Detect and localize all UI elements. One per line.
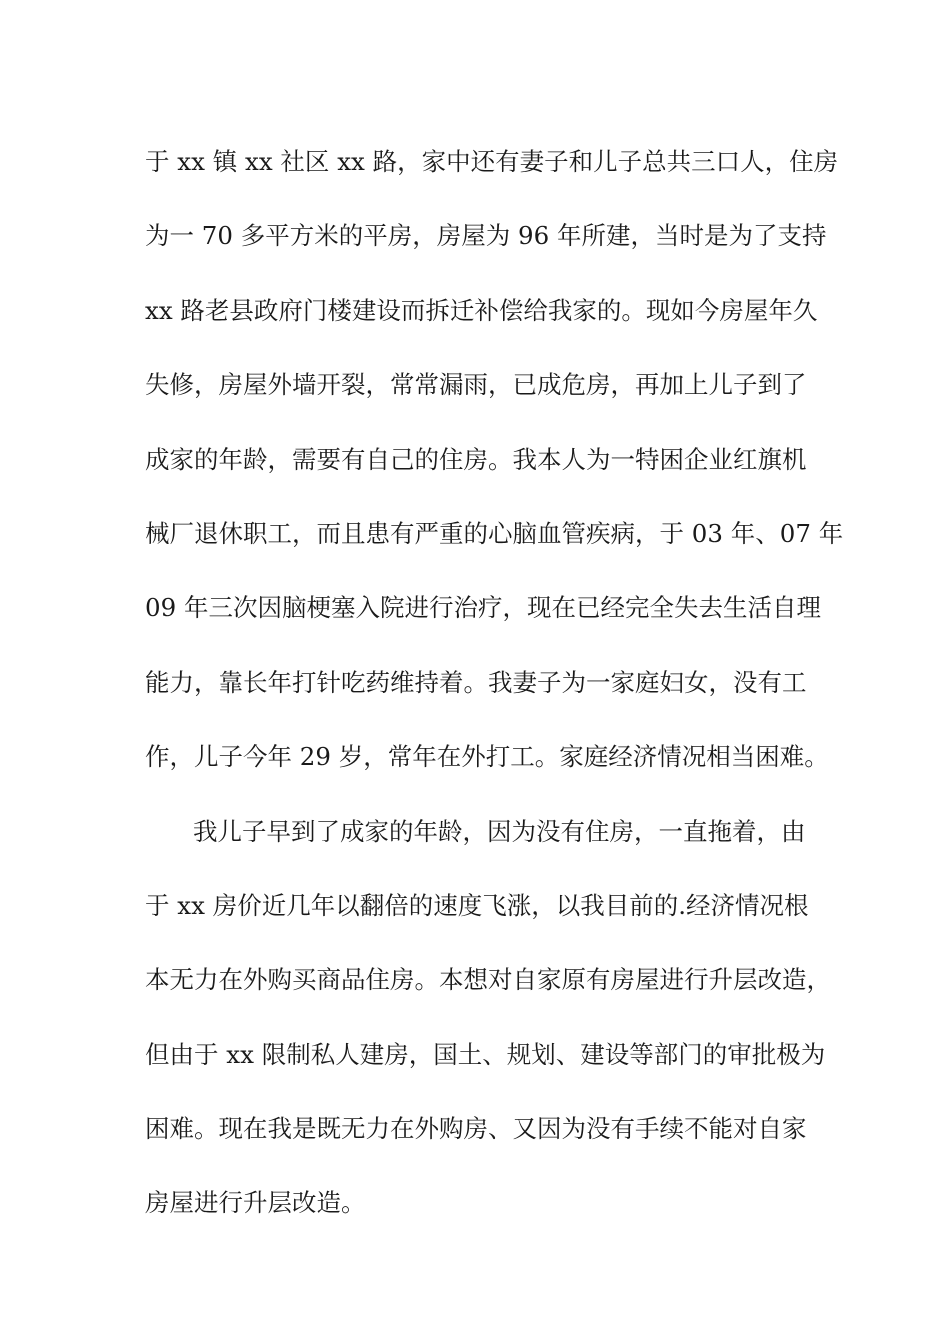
text-line: 09 年三次因脑梗塞入院进行治疗，现在已经完全失去生活自理 <box>145 593 821 623</box>
text-line: 作，儿子今年 29 岁，常年在外打工。家庭经济情况相当困难。 <box>145 742 829 772</box>
paragraph-start-line: 我儿子早到了成家的年龄，因为没有住房，一直拖着，由 <box>193 816 806 846</box>
text-line: 成家的年龄，需要有自己的住房。我本人为一特困企业红旗机 <box>145 444 807 474</box>
text-line: 能力，靠长年打针吃药维持着。我妻子为一家庭妇女，没有工 <box>145 667 807 697</box>
text-line: xx 路老县政府门楼建设而拆迁补偿给我家的。现如今房屋年久 <box>145 295 818 325</box>
text-line: 但由于 xx 限制私人建房，国土、规划、建设等部门的审批极为 <box>145 1039 826 1069</box>
text-line: 为一 70 多平方米的平房，房屋为 96 年所建，当时是为了支持 <box>145 221 827 251</box>
document-body <box>145 125 844 1241</box>
text-line: 本无力在外购买商品住房。本想对自家原有房屋进行升层改造， <box>145 965 831 995</box>
text-line: 失修，房屋外墙开裂，常常漏雨，已成危房，再加上儿子到了 <box>145 370 807 400</box>
text-line: 房屋进行升层改造。 <box>145 1188 366 1218</box>
text-line: 于 xx 房价近几年以翻倍的速度飞涨，以我目前的.经济情况根 <box>145 890 809 920</box>
text-line: 困难。现在我是既无力在外购房、又因为没有手续不能对自家 <box>145 1114 807 1144</box>
text-line: 于 xx 镇 xx 社区 xx 路，家中还有妻子和儿子总共三口人，住房 <box>145 147 839 176</box>
text-line: 械厂退休职工，而且患有严重的心脑血管疾病，于 03 年、07 年 <box>145 518 844 548</box>
